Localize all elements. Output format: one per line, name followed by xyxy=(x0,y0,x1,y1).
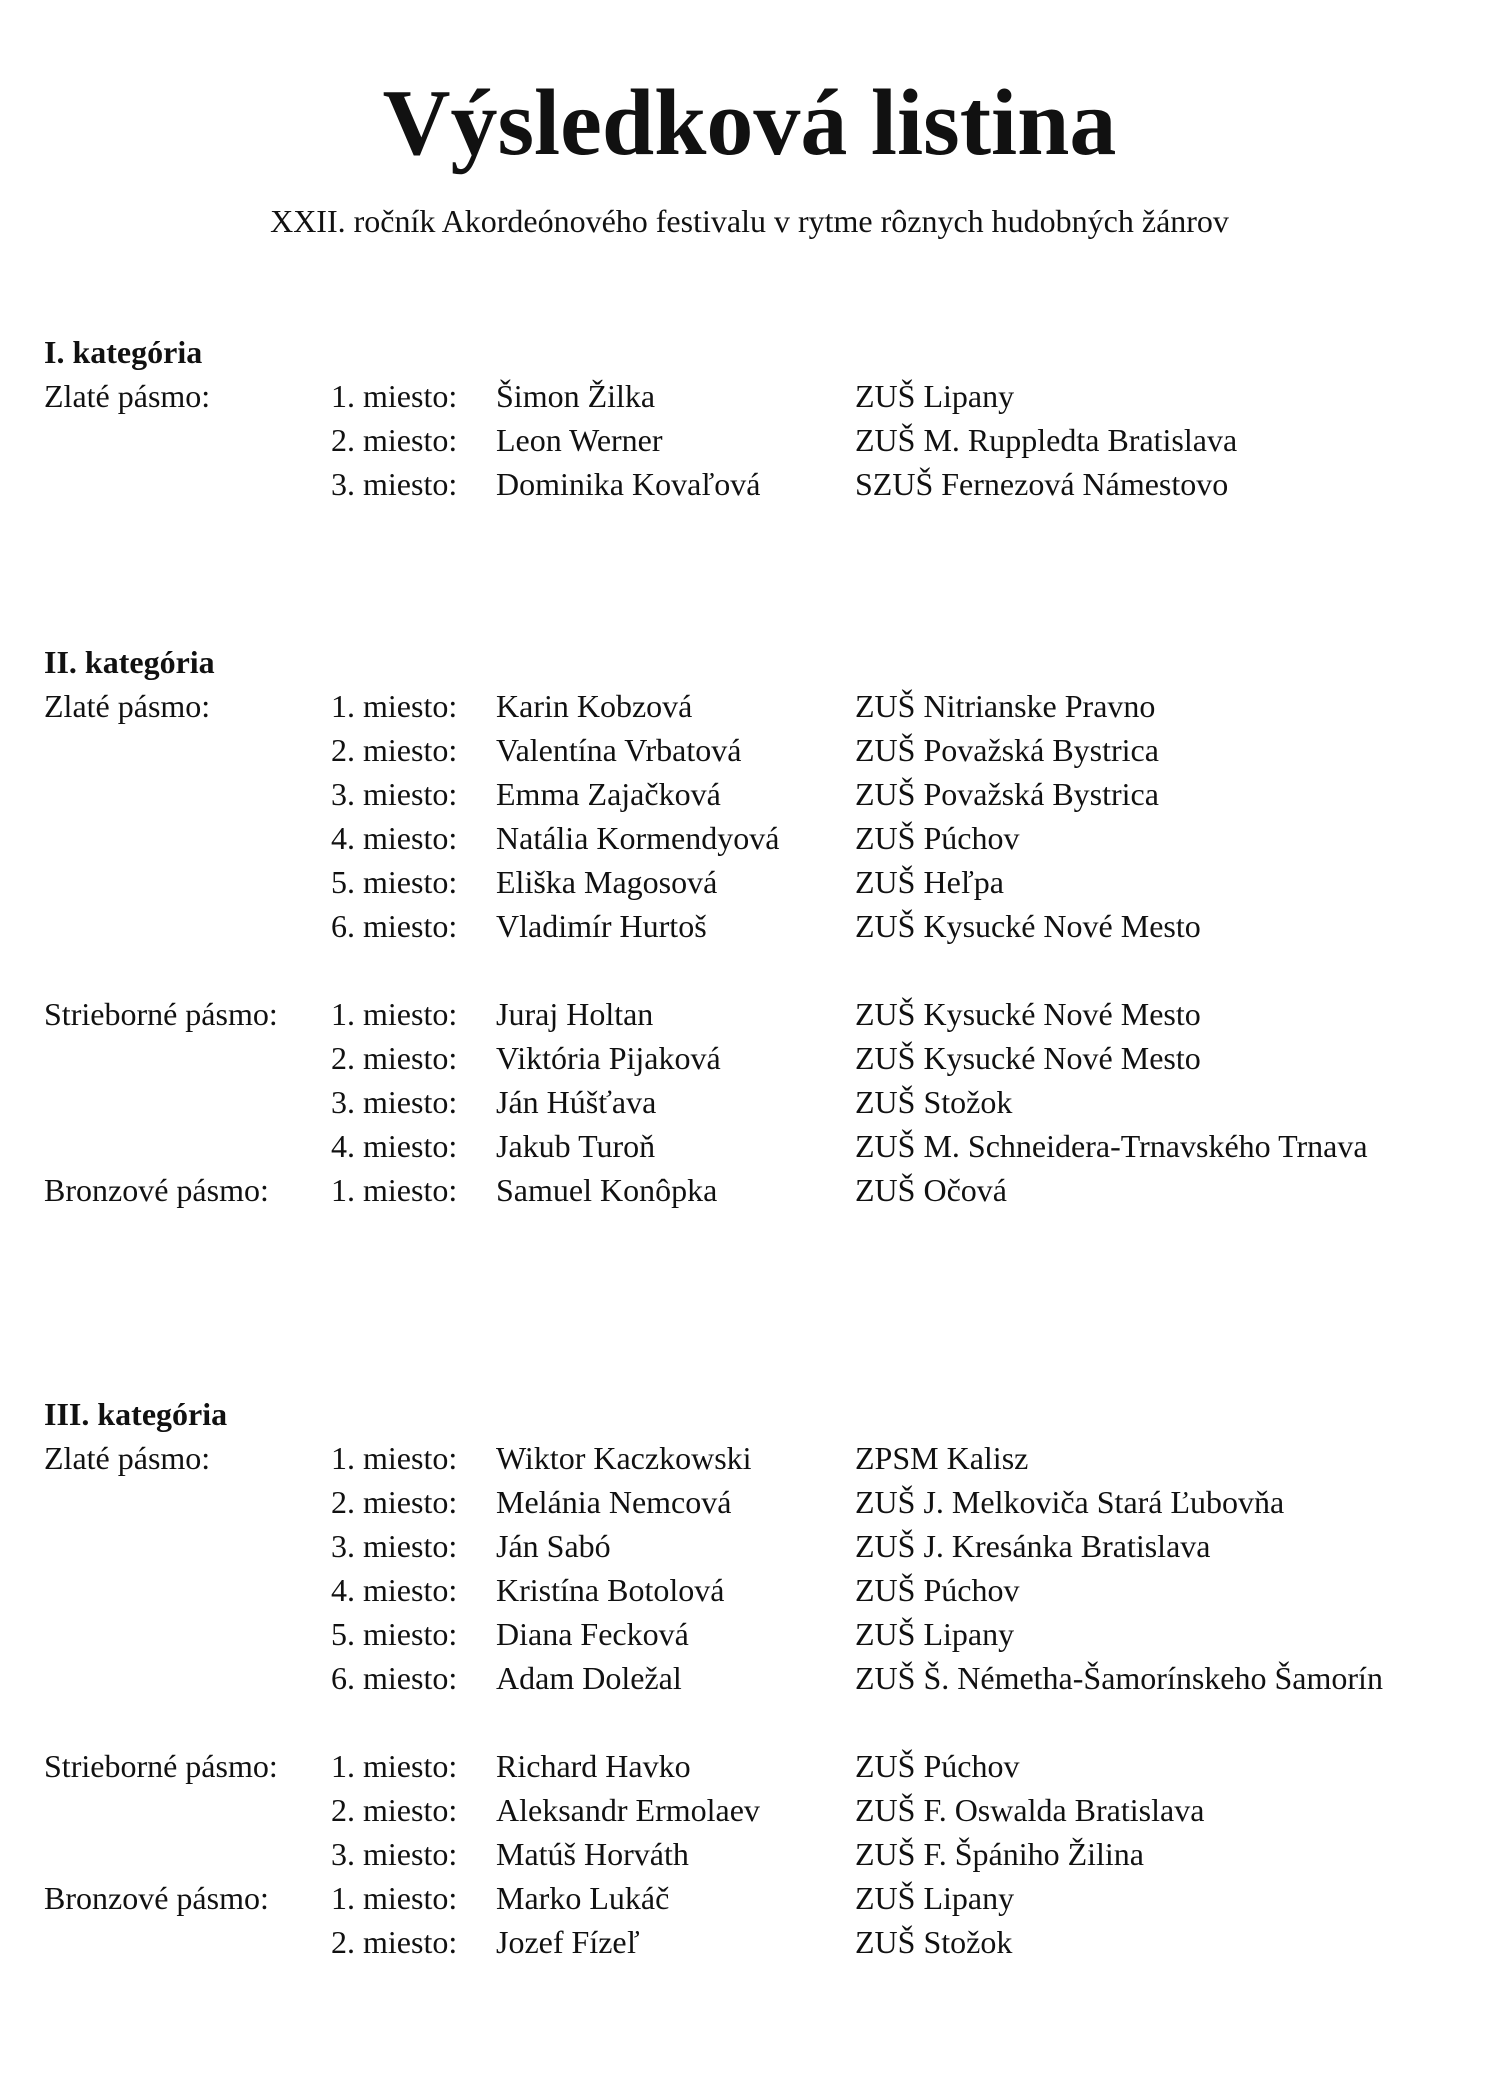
result-row xyxy=(0,1658,1499,1702)
school-name: ZUŠ Púchov xyxy=(855,1748,1020,1784)
participant-name: Šimon Žilka xyxy=(496,378,656,414)
school-name: ZUŠ F. Oswalda Bratislava xyxy=(855,1792,1205,1828)
place: 6. miesto: xyxy=(331,908,458,944)
school-name: ZUŠ Kysucké Nové Mesto xyxy=(855,1040,1201,1076)
participant-name: Adam Doležal xyxy=(496,1660,682,1696)
place: 3. miesto: xyxy=(331,466,458,502)
result-row xyxy=(0,1126,1499,1170)
category-title: III. kategória xyxy=(44,1396,228,1432)
place: 5. miesto: xyxy=(331,1616,458,1652)
result-row xyxy=(0,994,1499,1038)
school-name: ZUŠ Heľpa xyxy=(855,864,1004,900)
result-row xyxy=(0,1482,1499,1526)
place: 4. miesto: xyxy=(331,1572,458,1608)
result-row xyxy=(0,1082,1499,1126)
band-label: Strieborné pásmo: xyxy=(44,996,278,1032)
band-label: Bronzové pásmo: xyxy=(44,1880,269,1916)
result-row xyxy=(0,1570,1499,1614)
participant-name: Samuel Konôpka xyxy=(496,1172,718,1208)
place: 2. miesto: xyxy=(331,732,458,768)
result-row xyxy=(0,906,1499,950)
place: 3. miesto: xyxy=(331,776,458,812)
result-row xyxy=(0,862,1499,906)
school-name: ZPSM Kalisz xyxy=(855,1440,1029,1476)
participant-name: Kristína Botolová xyxy=(496,1572,725,1608)
participant-name: Ján Sabó xyxy=(496,1528,611,1564)
result-row xyxy=(0,730,1499,774)
participant-name: Matúš Horváth xyxy=(496,1836,689,1872)
place: 1. miesto: xyxy=(331,1440,458,1476)
result-row xyxy=(0,1614,1499,1658)
place: 1. miesto: xyxy=(331,1748,458,1784)
place: 1. miesto: xyxy=(331,688,458,724)
participant-name: Ján Húšťava xyxy=(496,1084,657,1120)
participant-name: Jozef Fízeľ xyxy=(496,1924,640,1960)
participant-name: Jakub Turoň xyxy=(496,1128,656,1164)
place: 1. miesto: xyxy=(331,1172,458,1208)
participant-name: Dominika Kovaľová xyxy=(496,466,761,502)
band-label: Zlaté pásmo: xyxy=(44,1440,211,1476)
band-label: Zlaté pásmo: xyxy=(44,688,211,724)
band-label: Strieborné pásmo: xyxy=(44,1748,278,1784)
school-name: SZUŠ Fernezová Námestovo xyxy=(855,466,1229,502)
school-name: ZUŠ Lipany xyxy=(855,1616,1015,1652)
category-title: II. kategória xyxy=(44,644,215,680)
result-row xyxy=(0,1438,1499,1482)
result-row xyxy=(0,1746,1499,1790)
place: 2. miesto: xyxy=(331,1040,458,1076)
school-name: ZUŠ Lipany xyxy=(855,1880,1015,1916)
result-row xyxy=(0,774,1499,818)
school-name: ZUŠ F. Špániho Žilina xyxy=(855,1836,1144,1872)
place: 4. miesto: xyxy=(331,1128,458,1164)
document-subtitle: XXII. ročník Akordeónového festivalu v rytme rôznych hudobných žánrov xyxy=(270,203,1229,239)
school-name: ZUŠ Považská Bystrica xyxy=(855,776,1159,812)
school-name: ZUŠ Š. Németha-Šamorínskeho Šamorín xyxy=(855,1660,1383,1696)
school-name: ZUŠ Kysucké Nové Mesto xyxy=(855,996,1201,1032)
participant-name: Eliška Magosová xyxy=(496,864,718,900)
school-name: ZUŠ J. Kresánka Bratislava xyxy=(855,1528,1211,1564)
school-name: ZUŠ Považská Bystrica xyxy=(855,732,1159,768)
school-name: ZUŠ Kysucké Nové Mesto xyxy=(855,908,1201,944)
participant-name: Melánia Nemcová xyxy=(496,1484,732,1520)
place: 5. miesto: xyxy=(331,864,458,900)
participant-name: Vladimír Hurtoš xyxy=(496,908,707,944)
participant-name: Richard Havko xyxy=(496,1748,691,1784)
participant-name: Viktória Pijaková xyxy=(496,1040,721,1076)
participant-name: Diana Fecková xyxy=(496,1616,689,1652)
school-name: ZUŠ Nitrianske Pravno xyxy=(855,688,1156,724)
participant-name: Marko Lukáč xyxy=(496,1880,670,1916)
place: 2. miesto: xyxy=(331,1924,458,1960)
school-name: ZUŠ M. Ruppledta Bratislava xyxy=(855,422,1238,458)
participant-name: Karin Kobzová xyxy=(496,688,693,724)
result-row xyxy=(0,1790,1499,1834)
school-name: ZUŠ Stožok xyxy=(855,1924,1013,1960)
participant-name: Valentína Vrbatová xyxy=(496,732,742,768)
place: 2. miesto: xyxy=(331,1792,458,1828)
place: 2. miesto: xyxy=(331,1484,458,1520)
participant-name: Leon Werner xyxy=(496,422,663,458)
result-row xyxy=(0,1170,1499,1214)
school-name: ZUŠ Očová xyxy=(855,1172,1007,1208)
place: 6. miesto: xyxy=(331,1660,458,1696)
school-name: ZUŠ J. Melkoviča Stará Ľubovňa xyxy=(855,1484,1285,1520)
result-row xyxy=(0,464,1499,508)
school-name: ZUŠ M. Schneidera-Trnavského Trnava xyxy=(855,1128,1368,1164)
document-title: Výsledková listina xyxy=(382,71,1117,175)
place: 1. miesto: xyxy=(331,996,458,1032)
result-row xyxy=(0,1922,1499,1966)
result-row xyxy=(0,818,1499,862)
place: 1. miesto: xyxy=(331,378,458,414)
band-label: Zlaté pásmo: xyxy=(44,378,211,414)
result-row xyxy=(0,1834,1499,1878)
place: 3. miesto: xyxy=(331,1084,458,1120)
place: 1. miesto: xyxy=(331,1880,458,1916)
place: 3. miesto: xyxy=(331,1836,458,1872)
result-row xyxy=(0,376,1499,420)
result-row xyxy=(0,1526,1499,1570)
participant-name: Aleksandr Ermolaev xyxy=(496,1792,760,1828)
school-name: ZUŠ Púchov xyxy=(855,1572,1020,1608)
participant-name: Wiktor Kaczkowski xyxy=(496,1440,752,1476)
place: 4. miesto: xyxy=(331,820,458,856)
school-name: ZUŠ Lipany xyxy=(855,378,1015,414)
participant-name: Emma Zajačková xyxy=(496,776,721,812)
school-name: ZUŠ Púchov xyxy=(855,820,1020,856)
result-row xyxy=(0,686,1499,730)
result-row xyxy=(0,420,1499,464)
school-name: ZUŠ Stožok xyxy=(855,1084,1013,1120)
result-row xyxy=(0,1038,1499,1082)
place: 2. miesto: xyxy=(331,422,458,458)
participant-name: Natália Kormendyová xyxy=(496,820,780,856)
participant-name: Juraj Holtan xyxy=(496,996,654,1032)
place: 3. miesto: xyxy=(331,1528,458,1564)
result-row xyxy=(0,1878,1499,1922)
band-label: Bronzové pásmo: xyxy=(44,1172,269,1208)
category-title: I. kategória xyxy=(44,334,203,370)
